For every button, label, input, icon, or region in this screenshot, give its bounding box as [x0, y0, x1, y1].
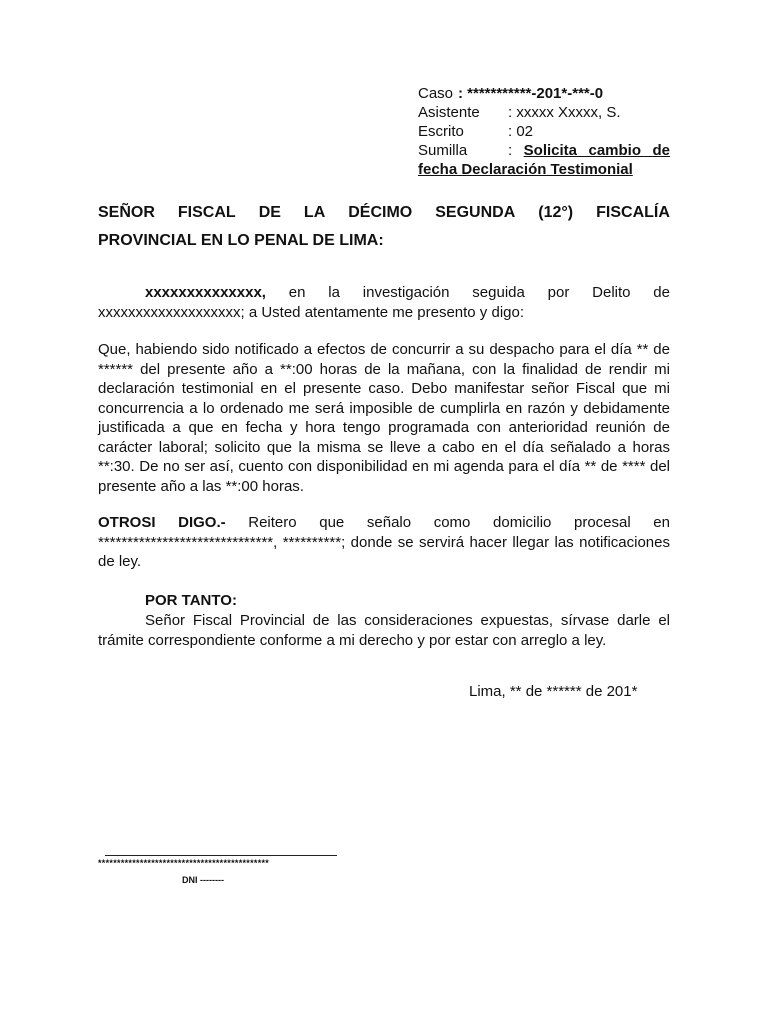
petitioner-name: xxxxxxxxxxxxxx, — [145, 284, 266, 301]
otrosi-text: Reitero que señalo como domicilio procesal en ******************************, **********; donde se servirá hacer llegar las notificaciones de ley. — [98, 514, 670, 570]
caso-row — [418, 84, 670, 103]
por-tanto-paragraph: Señor Fiscal Provincial de las consideraciones expuestas, sírvase darle el trámite correspondiente conforme a mi derecho y por estar con arreglo a ley. — [98, 612, 670, 649]
addressee-word: SEGUNDA — [435, 204, 516, 221]
addressee-word: DÉCIMO — [348, 204, 413, 221]
addressee-word: FISCALÍA — [596, 204, 670, 221]
sumilla-colon: : — [508, 142, 513, 159]
addressee-word: LA — [303, 204, 326, 221]
asistente-row — [418, 103, 670, 122]
signature-line — [105, 855, 337, 856]
sumilla-value: Solicita cambio de fecha Declaración Testimonial — [418, 142, 670, 178]
asistente-value: : xxxxx Xxxxx, S. — [508, 104, 621, 121]
escrito-value: : 02 — [508, 123, 534, 140]
addressee-line-2: PROVINCIAL EN LO PENAL DE LIMA: — [98, 232, 384, 249]
caso-label: Caso — [418, 85, 454, 102]
otrosi-label: OTROSI DIGO.- — [98, 514, 226, 531]
otrosi-paragraph — [98, 513, 670, 572]
addressee-block — [98, 199, 670, 255]
intro-paragraph — [98, 283, 670, 322]
addressee-line-1 — [98, 199, 670, 227]
signature-name: ********************************************* — [98, 858, 270, 868]
signature-dni: DNI -------- — [182, 875, 224, 885]
escrito-row — [418, 122, 670, 141]
escrito-label: Escrito — [418, 123, 464, 140]
asistente-label: Asistente — [418, 104, 480, 121]
por-tanto-title: POR TANTO: — [145, 592, 237, 609]
intro-text: en la investigación seguida por Delito de xxxxxxxxxxxxxxxxxxx; a Usted atentamente me presento y digo: — [98, 284, 670, 321]
addressee-word: FISCAL — [177, 204, 236, 221]
body-paragraph: Que, habiendo sido notificado a efectos de concurrir a su despacho para el día ** de ****** del presente año a **:00 horas de la mañana, con la finalidad de rendir mi declaración testimonial en el presente caso. Debo manifestar señor Fiscal que mi concurrencia a lo ordenado me será imposible de cumplirla en razón y debidamente justificada a que en fecha y hora tengo programada con anterioridad reunión de carácter laboral; solicito que la misma se lleve a cabo en el día señalado a horas **:30. De no ser así, cuento con disponibilidad en mi agenda para el día ** de **** del presente año a las **:00 horas. — [98, 341, 670, 495]
addressee-word: SEÑOR — [98, 204, 155, 221]
addressee-word: DE — [258, 204, 281, 221]
addressee-word: (12°) — [538, 204, 574, 221]
date-line: Lima, ** de ****** de 201* — [469, 683, 638, 700]
sumilla-label: Sumilla — [418, 142, 468, 159]
caso-value: : ***********-201*-***-0 — [458, 85, 604, 102]
sumilla-row — [418, 141, 670, 179]
case-header — [418, 84, 670, 179]
